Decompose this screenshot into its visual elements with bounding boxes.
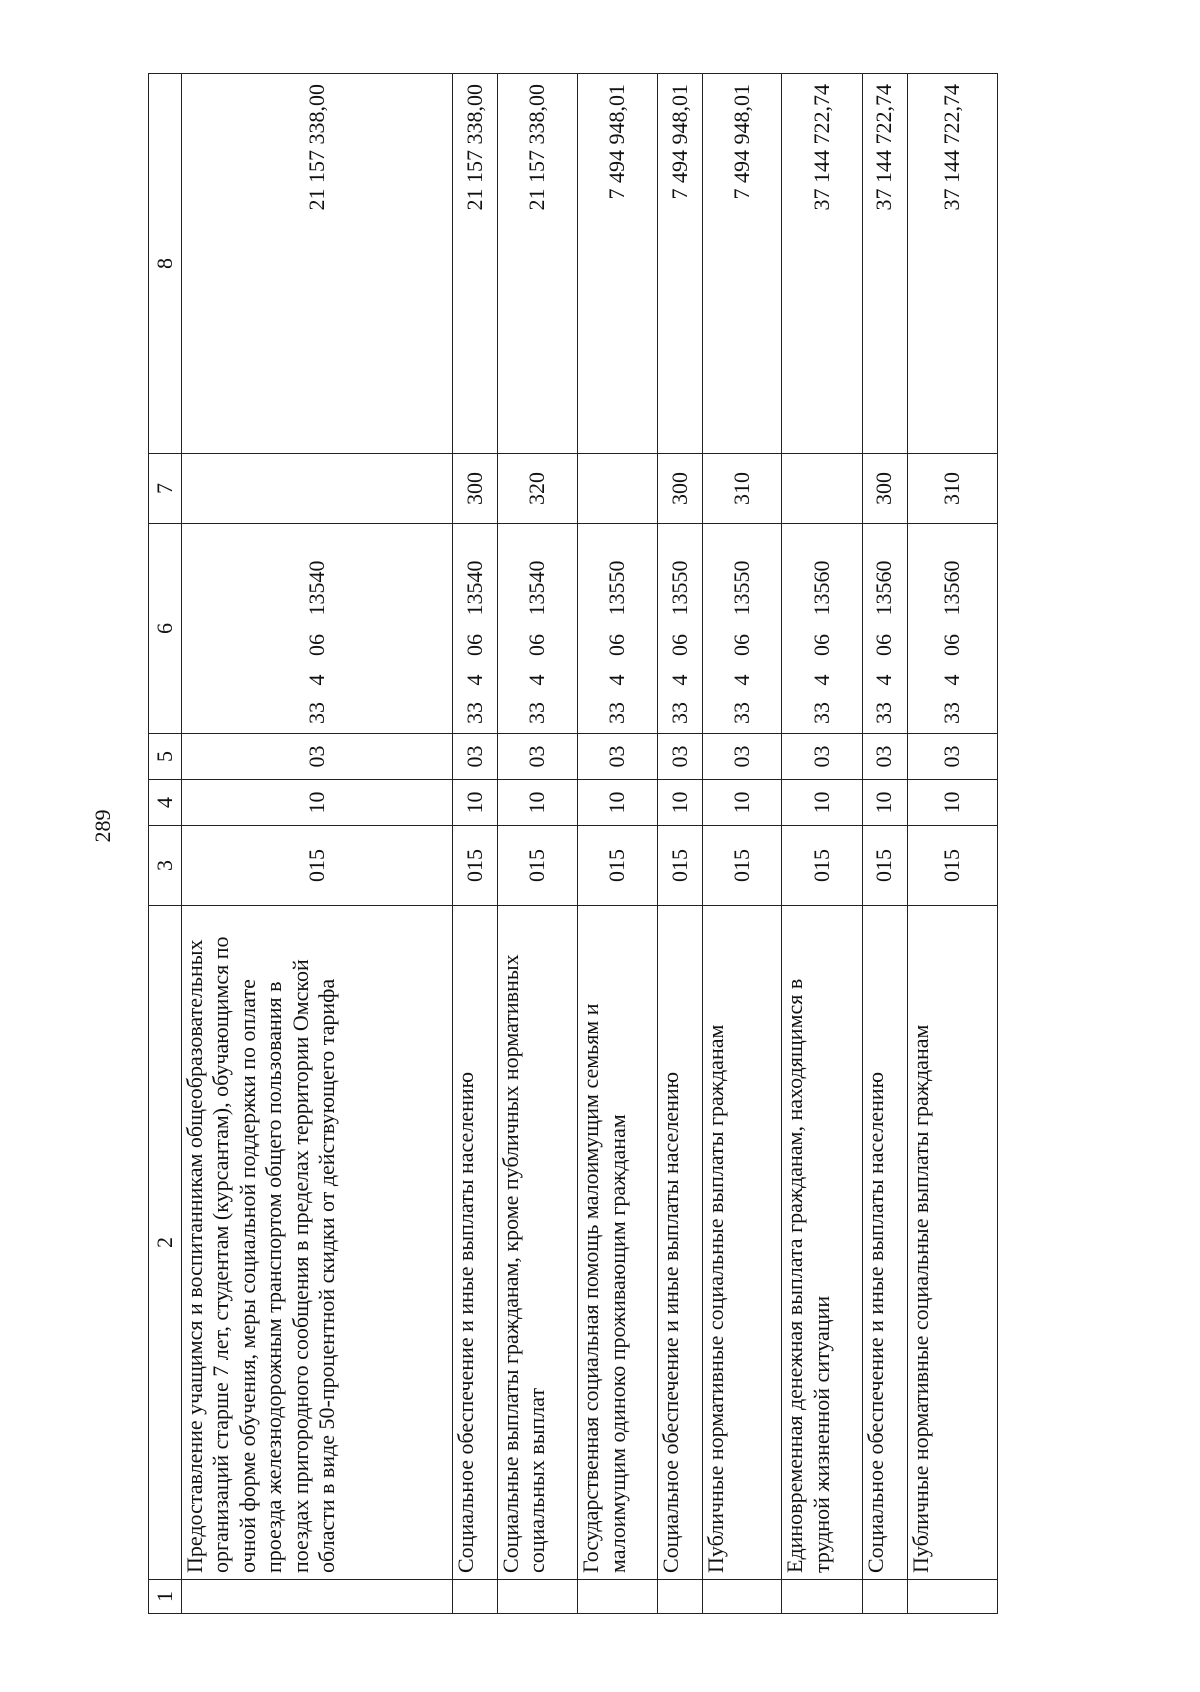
code-cell-3: 015 [862,826,907,906]
page-number: 289 [90,809,115,843]
item-name-cell: Предоставление учащимся и воспитанникам общеобразовательных организаций старше 7 лет, студентам (курсантам), обучающимся по очной форме обучения, меры социальной поддержки по оплате проезда железнодорожным транспортом общего пользования в поездах пригородного сообщения в пределах территории Омской области в виде 50-процентной скидки от действующего тарифа [182,906,453,1580]
code-cell-4: 10 [907,780,997,826]
code-6-part-c: 06 [604,634,630,656]
code-cell-4: 10 [498,780,578,826]
row-number-cell [182,1580,453,1614]
code-cell-5: 03 [907,734,997,780]
code-cell-7 [782,454,862,524]
code-cell-6 [658,524,703,734]
code-cell-7: 320 [498,454,578,524]
amount-cell: 21 157 338,00 [498,74,578,454]
code-cell-4: 10 [703,780,782,826]
code-cell-5: 03 [452,734,497,780]
code-cell-4: 10 [862,780,907,826]
header-cell-8: 8 [149,74,182,454]
code-6-part-c: 06 [729,634,755,656]
code-cell-6 [862,524,907,734]
code-cell-3: 015 [782,826,862,906]
code-cell-3: 015 [578,826,658,906]
table-row [498,74,578,1614]
code-cell-4: 10 [578,780,658,826]
code-6-part-d: 13550 [604,560,630,616]
amount-cell: 7 494 948,01 [578,74,658,454]
header-cell-7: 7 [149,454,182,524]
code-cell-6 [907,524,997,734]
code-6-part-b: 4 [939,674,965,686]
code-6-part-a: 33 [939,702,965,724]
item-name-cell: Единовременная денежная выплата гражданам, находящимся в трудной жизненной ситуации [782,906,862,1580]
code-6-part-a: 33 [461,702,487,724]
amount-cell: 7 494 948,01 [658,74,703,454]
code-6-part-c: 06 [939,634,965,656]
code-6-part-b: 4 [461,674,487,686]
rotated-table-container [148,74,998,1614]
code-cell-6 [182,524,453,734]
row-number-cell [578,1580,658,1614]
item-name-cell: Публичные нормативные социальные выплаты гражданам [907,906,997,1580]
code-6-part-b: 4 [604,674,630,686]
row-number-cell [862,1580,907,1614]
code-6-part-c: 06 [303,634,329,656]
header-cell-1: 1 [149,1580,182,1614]
row-number-cell [703,1580,782,1614]
amount-cell: 21 157 338,00 [182,74,453,454]
code-6-part-c: 06 [524,634,550,656]
code-cell-6 [498,524,578,734]
code-6-part-d: 13550 [729,560,755,616]
code-cell-7 [578,454,658,524]
code-cell-7: 300 [452,454,497,524]
code-6-part-d: 13560 [871,560,897,616]
code-6-part-a: 33 [604,702,630,724]
table-row [703,74,782,1614]
item-name-cell: Публичные нормативные социальные выплаты гражданам [703,906,782,1580]
code-cell-4: 10 [658,780,703,826]
row-number-cell [907,1580,997,1614]
code-6-part-d: 13540 [524,560,550,616]
row-number-cell [498,1580,578,1614]
item-name-cell: Социальные выплаты гражданам, кроме публичных нормативных социальных выплат [498,906,578,1580]
header-cell-5: 5 [149,734,182,780]
amount-cell: 37 144 722,74 [907,74,997,454]
header-cell-6: 6 [149,524,182,734]
code-6-part-a: 33 [303,702,329,724]
table-row [578,74,658,1614]
code-6-part-b: 4 [729,674,755,686]
item-name-cell: Социальное обеспечение и иные выплаты населению [452,906,497,1580]
code-cell-5: 03 [862,734,907,780]
amount-cell: 7 494 948,01 [703,74,782,454]
code-cell-7: 300 [658,454,703,524]
code-cell-3: 015 [703,826,782,906]
code-cell-7: 310 [907,454,997,524]
code-cell-6 [703,524,782,734]
code-cell-4: 10 [182,780,453,826]
code-6-part-b: 4 [524,674,550,686]
code-cell-5: 03 [703,734,782,780]
code-6-part-a: 33 [667,702,693,724]
table-row [862,74,907,1614]
code-6-part-d: 13540 [303,560,329,616]
code-6-part-b: 4 [808,674,834,686]
header-row [149,74,182,1614]
item-name-cell: Социальное обеспечение и иные выплаты населению [658,906,703,1580]
table-row [782,74,862,1614]
code-cell-7: 310 [703,454,782,524]
code-cell-6 [578,524,658,734]
code-cell-5: 03 [578,734,658,780]
code-cell-3: 015 [182,826,453,906]
row-number-cell [782,1580,862,1614]
code-6-part-d: 13560 [939,560,965,616]
header-cell-3: 3 [149,826,182,906]
code-6-part-c: 06 [808,634,834,656]
budget-table [148,73,998,1614]
code-6-part-d: 13540 [461,560,487,616]
amount-cell: 37 144 722,74 [782,74,862,454]
code-cell-6 [782,524,862,734]
code-6-part-a: 33 [729,702,755,724]
amount-cell: 37 144 722,74 [862,74,907,454]
code-cell-3: 015 [907,826,997,906]
item-name-cell: Социальное обеспечение и иные выплаты населению [862,906,907,1580]
code-6-part-a: 33 [524,702,550,724]
table-row [907,74,997,1614]
code-6-part-c: 06 [871,634,897,656]
header-cell-4: 4 [149,780,182,826]
code-cell-6 [452,524,497,734]
code-cell-7 [182,454,453,524]
amount-cell: 21 157 338,00 [452,74,497,454]
code-6-part-a: 33 [808,702,834,724]
code-6-part-c: 06 [461,634,487,656]
table-row [452,74,497,1614]
code-cell-7: 300 [862,454,907,524]
table-row [658,74,703,1614]
code-6-part-d: 13550 [667,560,693,616]
header-cell-2: 2 [149,906,182,1580]
code-6-part-b: 4 [871,674,897,686]
code-cell-5: 03 [182,734,453,780]
code-6-part-a: 33 [871,702,897,724]
code-6-part-b: 4 [667,674,693,686]
table-row [182,74,453,1614]
item-name-cell: Государственная социальная помощь малоимущим семьям и малоимущим одиноко проживающим гражданам [578,906,658,1580]
code-6-part-d: 13560 [808,560,834,616]
code-cell-5: 03 [498,734,578,780]
code-cell-3: 015 [658,826,703,906]
code-6-part-b: 4 [303,674,329,686]
code-6-part-c: 06 [667,634,693,656]
code-cell-4: 10 [452,780,497,826]
code-cell-5: 03 [658,734,703,780]
code-cell-5: 03 [782,734,862,780]
row-number-cell [658,1580,703,1614]
row-number-cell [452,1580,497,1614]
code-cell-3: 015 [452,826,497,906]
code-cell-4: 10 [782,780,862,826]
code-cell-3: 015 [498,826,578,906]
